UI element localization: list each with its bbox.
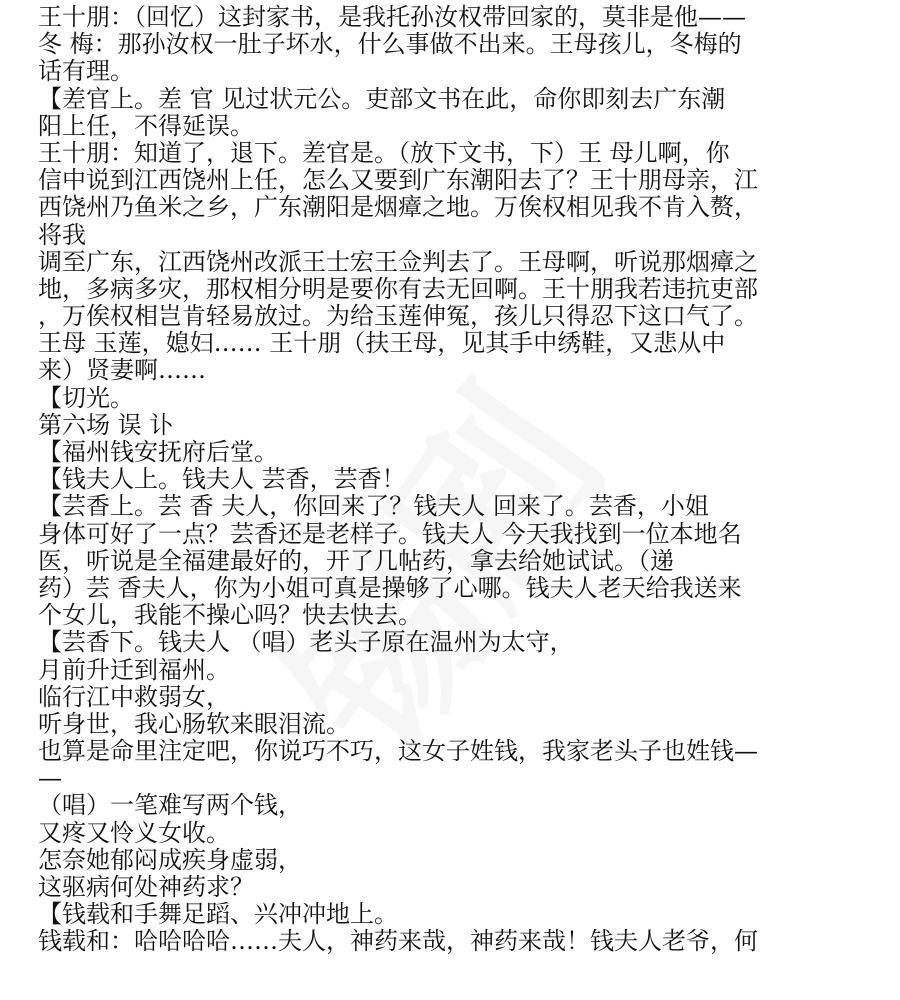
text-line: 【钱夫人上。钱夫人 芸香，芸香！	[38, 465, 406, 494]
text-line: 王十朋：（回忆）这封家书，是我托孙汝权带回家的，莫非是他——	[38, 3, 746, 31]
stage-direction: 【福州钱安抚府后堂。	[38, 438, 278, 466]
text-line: 身体可好了一点？芸香还是老样子。钱夫人 今天我找到一位本地名	[38, 519, 742, 548]
text-line: 【芸香上。芸 香 夫人，你回来了？钱夫人 回来了。芸香，小姐	[38, 492, 709, 521]
text-line: 个女儿，我能不操心吗？快去快去。	[38, 601, 422, 630]
text-line: 【差官上。差 官 见过状元公。吏部文书在此，命你即刻去广东潮	[38, 84, 726, 113]
script-document	[38, 4, 888, 956]
text-line: 地，多病多灾，那权相分明是要你有去无回啊。王十朋我若违抗吏部	[38, 274, 758, 303]
text-line: 药）芸 香夫人，你为小姐可真是操够了心哪。钱夫人老天给我送来	[38, 573, 742, 602]
scene-title: 第六场 误 讣	[38, 410, 174, 439]
text-line: 将我	[38, 220, 86, 249]
text-line: 冬 梅：那孙汝权一肚子坏水，什么事做不出来。王母孩儿，冬梅的	[38, 30, 742, 59]
text-line: 医，听说是全福建最好的，开了几帖药，拿去给她试试。（递	[38, 546, 674, 575]
text-line: 也算是命里注定吧，你说巧不巧，这女子姓钱，我家老头子也姓钱—	[38, 737, 758, 766]
text-line: 王母 玉莲，媳妇…… 王十朋（扶王母，见其手中绣鞋，又悲从中	[38, 329, 726, 358]
lyric-line: 听身世，我心肠软来眼泪流。	[38, 709, 350, 738]
text-line: 调至广东，江西饶州改派王士宏王佥判去了。王母啊，听说那烟瘴之	[38, 247, 758, 276]
stage-direction: 【切光。	[38, 383, 134, 412]
text-line: —	[38, 764, 62, 793]
text-line: 钱载和：哈哈哈哈……夫人，神药来哉，神药来哉！钱夫人老爷，何	[38, 927, 758, 956]
text-line: 【芸香下。钱夫人 （唱）老头子原在温州为太守，	[38, 628, 574, 657]
text-line: 来）贤妻啊……	[38, 356, 206, 385]
text-line: 阳上任，不得延误。	[38, 111, 254, 140]
text-line: ，万俟权相岂肯轻易放过。为给玉莲伸冤，孩儿只得忍下这口气了。	[38, 302, 758, 331]
text-line: 王十朋：知道了，退下。差官是。（放下文书，下）王 母儿啊，你	[38, 138, 730, 167]
text-line: 西饶州乃鱼米之乡，广东潮阳是烟瘴之地。万俟权相见我不肯入赘，	[38, 193, 758, 222]
lyric-line: 临行江中救弱女，	[38, 682, 230, 711]
lyric-line: 这驱病何处神药求？	[38, 873, 254, 901]
text-line: 话有理。	[38, 57, 134, 86]
lyric-line: 又疼又怜义女收。	[38, 818, 230, 847]
text-line: 信中说到江西饶州上任，怎么又要到广东潮阳去了？王十朋母亲，江	[38, 166, 758, 195]
stage-direction: 【钱载和手舞足蹈、兴冲冲地上。	[38, 900, 398, 929]
lyric-line: （唱）一笔难写两个钱，	[38, 791, 302, 820]
lyric-line: 怎奈她郁闷成疾身虚弱，	[38, 845, 302, 874]
lyric-line: 月前升迁到福州。	[38, 655, 230, 684]
